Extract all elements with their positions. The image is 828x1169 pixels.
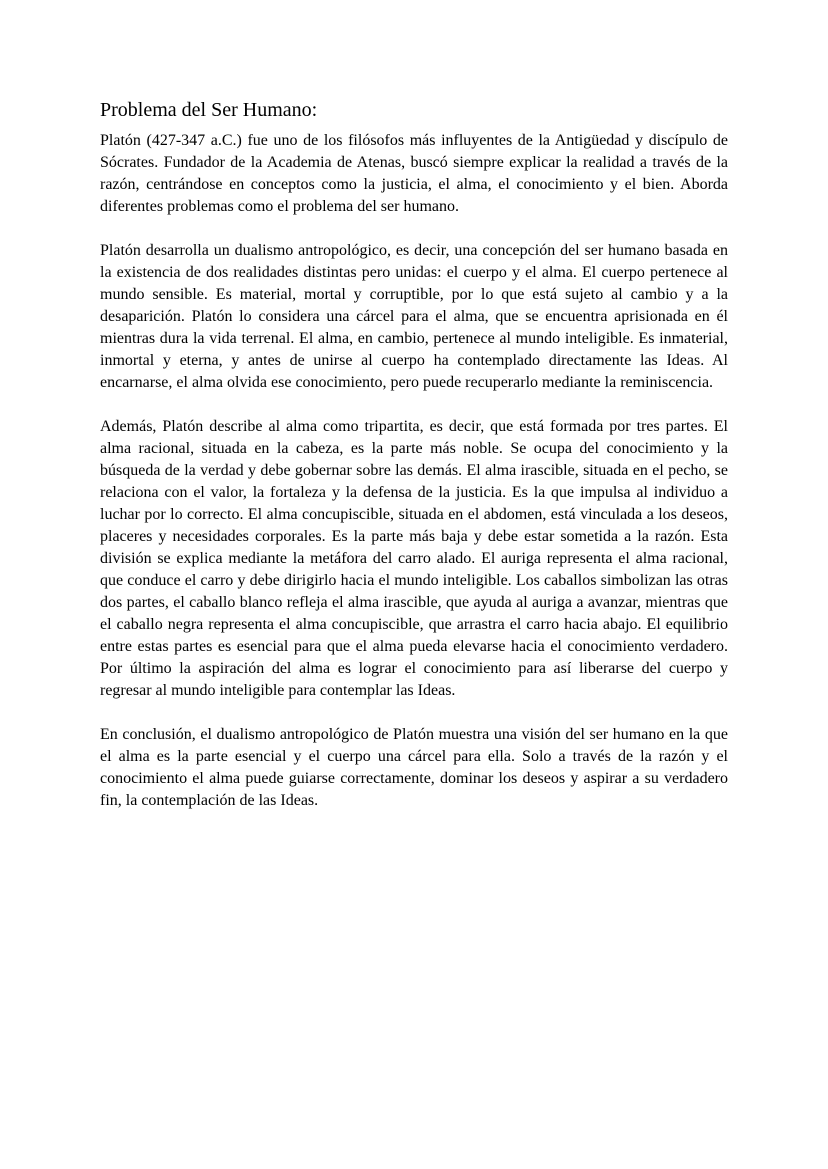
paragraph-intro: Platón (427-347 a.C.) fue uno de los filósofos más influyentes de la Antigüedad y discípulo de Sócrates. Fundador de la Academia de Atenas, buscó siempre explicar la realidad a través de la razón, centrándose en conceptos como la justicia, el alma, el conocimiento y el bien. Aborda diferentes problemas como el problema del ser humano. xyxy=(100,132,728,215)
paragraph-dualism: Platón desarrolla un dualismo antropológico, es decir, una concepción del ser humano basada en la existencia de dos realidades distintas pero unidas: el cuerpo y el alma. El cuerpo pertenece al mundo sensible. Es material, mortal y corruptible, por lo que está sujeto al cambio y a la desaparición. Platón lo considera una cárcel para el alma, que se encuentra aprisionada en él mientras dura la vida terrenal. El alma, en cambio, pertenece al mundo inteligible. Es inmaterial, inmortal y eterna, y antes de unirse al cuerpo ha contemplado directamente las Ideas. Al encarnarse, el alma olvida ese conocimiento, pero puede recuperarlo mediante la reminiscencia. xyxy=(100,242,728,391)
document-page xyxy=(100,96,728,834)
document-title: Problema del Ser Humano: xyxy=(100,99,318,121)
paragraph-conclusion: En conclusión, el dualismo antropológico de Platón muestra una visión del ser humano en la que el alma es la parte esencial y el cuerpo una cárcel para ella. Solo a través de la razón y el conocimiento el alma puede guiarse correctamente, dominar los deseos y aspirar a su verdadero fin, la contemplación de las Ideas. xyxy=(100,726,728,809)
paragraph-tripartite-soul: Además, Platón describe al alma como tripartita, es decir, que está formada por tres partes. El alma racional, situada en la cabeza, es la parte más noble. Se ocupa del conocimiento y la búsqueda de la verdad y debe gobernar sobre las demás. El alma irascible, situada en el pecho, se relaciona con el valor, la fortaleza y la defensa de la justicia. Es la que impulsa al individuo a luchar por lo correcto. El alma concupiscible, situada en el abdomen, está vinculada a los deseos, placeres y necesidades corporales. Es la parte más baja y debe estar sometida a la razón. Esta división se explica mediante la metáfora del carro alado. El auriga representa el alma racional, que conduce el carro y debe dirigirlo hacia el mundo inteligible. Los caballos simbolizan las otras dos partes, el caballo blanco refleja el alma irascible, que ayuda al auriga a avanzar, mientras que el caballo negra representa el alma concupiscible, que arrastra el carro hacia abajo. El equilibrio entre estas partes es esencial para que el alma pueda elevarse hacia el conocimiento verdadero. Por último la aspiración del alma es lograr el conocimiento para así liberarse del cuerpo y regresar al mundo inteligible para contemplar las Ideas. xyxy=(100,418,728,699)
